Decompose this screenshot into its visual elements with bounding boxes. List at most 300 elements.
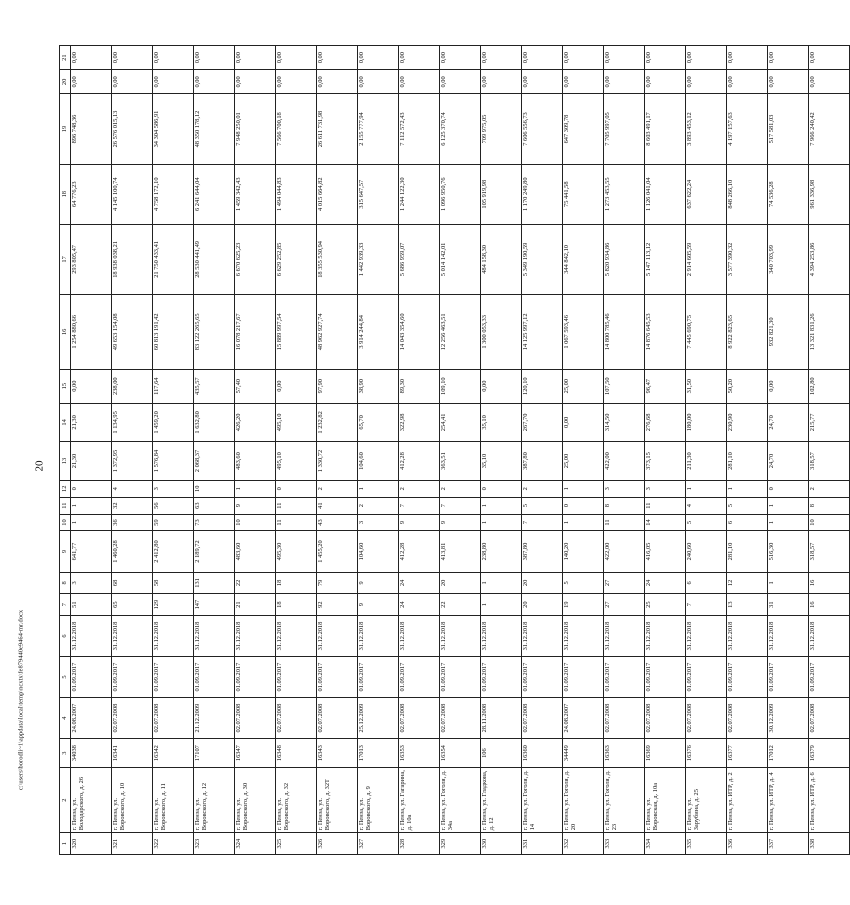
table-cell: 18: [276, 572, 317, 594]
table-cell: 73: [194, 514, 235, 531]
table-cell: 109,10: [440, 369, 481, 403]
table-cell: 34038: [71, 739, 112, 768]
table-cell: 1: [768, 497, 809, 514]
table-cell: 35,10: [481, 442, 522, 481]
footer-file-path: c:\users\borodli~1\appdata\local\temp\ncxtx\fe879440e9464-mr.docx: [17, 609, 25, 791]
table-cell: 5: [686, 514, 727, 531]
table-cell: 24.08.2007: [71, 698, 112, 739]
table-cell: 335: [686, 833, 727, 855]
table-body: [60, 46, 850, 855]
table-cell: 9: [358, 572, 399, 594]
table-cell: 435,57: [194, 369, 235, 403]
table-cell: 02.07.2008: [727, 698, 768, 739]
table-cell: 129: [153, 594, 194, 616]
table-cell: 0,00: [235, 46, 276, 70]
table-cell: 20: [522, 572, 563, 594]
table-cell: 31.12.2018: [276, 615, 317, 656]
table-cell: 24: [399, 594, 440, 616]
table-cell: 7 445 690,75: [686, 294, 727, 369]
table-cell: 105 919,98: [481, 164, 522, 224]
table-cell: 65,70: [358, 403, 399, 442]
table-cell: 11: [604, 514, 645, 531]
table-cell: 0,00: [481, 46, 522, 70]
table-cell: 1 372,95: [112, 442, 153, 481]
table-cell: 11: [276, 514, 317, 531]
table-cell: 0,00: [645, 70, 686, 94]
table-cell: 20: [522, 594, 563, 616]
table-cell: 647 309,78: [563, 94, 604, 164]
table-cell: 16353: [399, 739, 440, 768]
table-cell: 01.09.2017: [727, 657, 768, 698]
table-row: [645, 46, 686, 855]
table-cell: 2: [522, 480, 563, 497]
table-cell: 107,50: [604, 369, 645, 403]
table-cell: 0,00: [317, 70, 358, 94]
table-cell: 6: [686, 572, 727, 594]
table-cell: 60 813 191,42: [153, 294, 194, 369]
table-cell: 0,00: [112, 70, 153, 94]
table-cell: 641,77: [71, 531, 112, 572]
table-cell: 1 460,28: [112, 531, 153, 572]
table-cell: 31.12.2018: [604, 615, 645, 656]
table-cell: 25: [645, 594, 686, 616]
table-cell: 340 703,99: [768, 224, 809, 294]
table-cell: 43: [317, 514, 358, 531]
table-cell: 16369: [645, 739, 686, 768]
table-cell: 215,77: [809, 403, 850, 442]
table-cell: 7 948 250,01: [235, 94, 276, 164]
table-cell: 0,00: [727, 70, 768, 94]
table-cell: 31.12.2018: [440, 615, 481, 656]
table-row: [809, 46, 850, 855]
table-cell: 18 355 530,94: [317, 224, 358, 294]
table-cell: 495,10: [276, 403, 317, 442]
column-number-cell: 9: [60, 531, 71, 572]
table-cell: 31.12.2018: [235, 615, 276, 656]
table-cell: 5: [727, 497, 768, 514]
table-row: [563, 46, 604, 855]
table-cell: 16341: [112, 739, 153, 768]
table-cell: 31.12.2018: [481, 615, 522, 656]
table-cell: 328: [399, 833, 440, 855]
table-cell: 22: [440, 594, 481, 616]
column-number-cell: 2: [60, 768, 71, 833]
address-cell: г. Пенза, ул. Гладкова, д. 12: [481, 768, 522, 833]
table-cell: 13: [727, 594, 768, 616]
table-cell: 01.09.2017: [604, 657, 645, 698]
table-cell: 0,00: [112, 46, 153, 70]
table-cell: 27: [604, 594, 645, 616]
table-cell: 28.11.2008: [481, 698, 522, 739]
table-cell: 02.07.2008: [809, 698, 850, 739]
table-cell: 01.09.2017: [112, 657, 153, 698]
table-row: [399, 46, 440, 855]
table-cell: 4 197 157,63: [727, 94, 768, 164]
table-cell: 961 336,98: [809, 164, 850, 224]
table-cell: 329: [440, 833, 481, 855]
table-cell: 14 125 997,12: [522, 294, 563, 369]
table-row: [153, 46, 194, 855]
table-cell: 10: [235, 514, 276, 531]
table-cell: 16348: [276, 739, 317, 768]
table-cell: 330: [481, 833, 522, 855]
table-cell: 516,30: [768, 531, 809, 572]
table-cell: 106: [481, 739, 522, 768]
column-number-cell: 7: [60, 594, 71, 616]
table-cell: 8: [604, 497, 645, 514]
table-cell: 387,80: [522, 531, 563, 572]
table-cell: 0,00: [71, 46, 112, 70]
table-cell: 4 015 664,82: [317, 164, 358, 224]
table-cell: 02.07.2008: [276, 698, 317, 739]
table-row: [71, 46, 112, 855]
table-cell: 01.09.2017: [71, 657, 112, 698]
table-cell: 1 576,84: [153, 442, 194, 481]
table-cell: 267,70: [522, 403, 563, 442]
table-cell: 31.12.2018: [727, 615, 768, 656]
table-cell: 16376: [686, 739, 727, 768]
table-cell: 1 300 053,33: [481, 294, 522, 369]
table-cell: 31.12.2018: [358, 615, 399, 656]
table-cell: 22: [235, 572, 276, 594]
table-cell: 932 821,30: [768, 294, 809, 369]
address-cell: г. Пенза, ул. Воровского, д. 32: [276, 768, 317, 833]
table-cell: 31,50: [686, 369, 727, 403]
table-cell: 32: [112, 497, 153, 514]
table-cell: 59: [153, 514, 194, 531]
table-cell: 1 330,72: [317, 442, 358, 481]
table-cell: 01.09.2017: [686, 657, 727, 698]
table-cell: 24: [645, 572, 686, 594]
column-number-cell: 13: [60, 442, 71, 481]
table-cell: 2: [440, 480, 481, 497]
table-cell: 56: [153, 497, 194, 514]
table-cell: 01.09.2017: [276, 657, 317, 698]
table-cell: 412,28: [399, 442, 440, 481]
table-cell: 34449: [563, 739, 604, 768]
table-cell: 4 758 172,10: [153, 164, 194, 224]
table-row: [112, 46, 153, 855]
table-cell: 01.09.2017: [645, 657, 686, 698]
table-cell: 0,00: [399, 46, 440, 70]
table-row: [317, 46, 358, 855]
table-cell: 344 842,10: [563, 224, 604, 294]
table-cell: 01.09.2017: [481, 657, 522, 698]
table-cell: 321: [112, 833, 153, 855]
table-cell: 896 748,36: [71, 94, 112, 164]
table-cell: 30.12.2009: [768, 698, 809, 739]
table-cell: 31.12.2018: [768, 615, 809, 656]
table-cell: 0,00: [71, 70, 112, 94]
table-cell: 412,28: [399, 531, 440, 572]
column-number-cell: 16: [60, 294, 71, 369]
table-cell: 3: [645, 480, 686, 497]
table-cell: 334: [645, 833, 686, 855]
table-cell: 117,64: [153, 369, 194, 403]
table-cell: 0,00: [71, 369, 112, 403]
table-cell: 0,00: [686, 70, 727, 94]
table-cell: 104,60: [358, 442, 399, 481]
table-cell: 27: [604, 572, 645, 594]
table-cell: 0,00: [440, 46, 481, 70]
table-cell: 25,00: [563, 442, 604, 481]
table-cell: 324: [235, 833, 276, 855]
table-cell: 02.07.2008: [399, 698, 440, 739]
table-cell: 17013: [358, 739, 399, 768]
table-cell: 1: [235, 480, 276, 497]
table-cell: 17012: [768, 739, 809, 768]
table-cell: 484 158,30: [481, 224, 522, 294]
table-cell: 0,00: [522, 70, 563, 94]
address-cell: г. Пенза, ул. Воровского, д. 12: [194, 768, 235, 833]
table-cell: 02.07.2008: [686, 698, 727, 739]
table-cell: 323: [194, 833, 235, 855]
address-cell: г. Пенза, ул. Воровского, д. 10: [112, 768, 153, 833]
table-cell: 16363: [604, 739, 645, 768]
table-cell: 57,40: [235, 369, 276, 403]
column-number-cell: 15: [60, 369, 71, 403]
table-cell: 4 394 253,86: [809, 224, 850, 294]
table-cell: 9: [235, 497, 276, 514]
table-cell: 0: [563, 497, 604, 514]
table-cell: 2 068,37: [194, 442, 235, 481]
table-cell: 21 750 433,41: [153, 224, 194, 294]
table-cell: 34 304 586,91: [153, 94, 194, 164]
table-cell: 26 611 731,98: [317, 94, 358, 164]
table-cell: 387,80: [522, 442, 563, 481]
table-cell: 8: [809, 497, 850, 514]
table-cell: 51: [71, 594, 112, 616]
table-cell: 416,05: [645, 531, 686, 572]
address-cell: г. Пенза, ул. ИТР, д. 6: [809, 768, 850, 833]
table-cell: 24,70: [768, 403, 809, 442]
table-cell: 1 494 044,83: [276, 164, 317, 224]
table-cell: 18 938 038,21: [112, 224, 153, 294]
table-row: [768, 46, 809, 855]
table-cell: 2: [809, 480, 850, 497]
table-cell: 0,00: [194, 70, 235, 94]
table-cell: 31.12.2018: [112, 615, 153, 656]
address-cell: г. Пенза, ул. Воровская, д. 10а: [645, 768, 686, 833]
column-number-cell: 1: [60, 833, 71, 855]
table-cell: 0,00: [358, 46, 399, 70]
table-cell: 426,20: [235, 403, 276, 442]
table-cell: 83 122 265,65: [194, 294, 235, 369]
table-cell: 6 241 644,04: [194, 164, 235, 224]
table-cell: 0,00: [645, 46, 686, 70]
table-cell: 8 603 491,17: [645, 94, 686, 164]
column-number-cell: 18: [60, 164, 71, 224]
table-cell: 495,30: [276, 531, 317, 572]
table-cell: 281,10: [727, 442, 768, 481]
table-cell: 10: [194, 480, 235, 497]
table-row: [727, 46, 768, 855]
table-cell: 6 670 625,23: [235, 224, 276, 294]
table-cell: 17107: [194, 739, 235, 768]
table-cell: 02.07.2008: [317, 698, 358, 739]
table-cell: 336: [727, 833, 768, 855]
table-cell: 333: [604, 833, 645, 855]
table-cell: 0,00: [235, 70, 276, 94]
table-cell: 140,20: [563, 531, 604, 572]
table-cell: 31.12.2018: [399, 615, 440, 656]
table-cell: 16: [809, 572, 850, 594]
table-cell: 21: [235, 594, 276, 616]
table-cell: 0: [768, 480, 809, 497]
table-cell: 1 632,80: [194, 403, 235, 442]
table-cell: 5 686 959,07: [399, 224, 440, 294]
table-cell: 7 966 240,42: [809, 94, 850, 164]
table-cell: 325: [276, 833, 317, 855]
table-cell: 48 350 178,12: [194, 94, 235, 164]
table-cell: 65: [112, 594, 153, 616]
table-cell: 9: [399, 514, 440, 531]
column-number-row: [60, 46, 71, 855]
table-cell: 1: [768, 514, 809, 531]
table-cell: 240,60: [686, 531, 727, 572]
table-cell: 74 536,28: [768, 164, 809, 224]
table-cell: 01.09.2017: [317, 657, 358, 698]
table-cell: 24,70: [768, 442, 809, 481]
table-cell: 6 125 370,74: [440, 94, 481, 164]
table-cell: 3: [604, 480, 645, 497]
table-cell: 36: [112, 514, 153, 531]
column-number-cell: 11: [60, 497, 71, 514]
address-cell: г. Пенза, ул. Гагарина, д. 10а: [399, 768, 440, 833]
table-cell: 16343: [317, 739, 358, 768]
table-cell: 0: [71, 480, 112, 497]
table-cell: 276,68: [645, 403, 686, 442]
table-cell: 0,00: [563, 46, 604, 70]
data-table: [59, 45, 850, 855]
table-cell: 6 629 252,85: [276, 224, 317, 294]
table-cell: 1 273 453,55: [604, 164, 645, 224]
page-number: 20: [33, 460, 46, 472]
table-cell: 413,81: [440, 531, 481, 572]
table-cell: 31.12.2018: [645, 615, 686, 656]
column-number-cell: 3: [60, 739, 71, 768]
table-cell: 0,00: [153, 46, 194, 70]
table-cell: 0,00: [481, 70, 522, 94]
table-cell: 92: [317, 594, 358, 616]
table-cell: 01.09.2017: [399, 657, 440, 698]
table-cell: 1 459 342,43: [235, 164, 276, 224]
table-cell: 238,00: [112, 369, 153, 403]
table-cell: 104,60: [358, 531, 399, 572]
table-cell: 1 126 041,04: [645, 164, 686, 224]
table-cell: 25,00: [563, 369, 604, 403]
table-cell: 25.12.2009: [358, 698, 399, 739]
table-cell: 1: [481, 594, 522, 616]
table-cell: 31.12.2018: [686, 615, 727, 656]
table-cell: 315 647,57: [358, 164, 399, 224]
address-cell: г. Пенза, ул. Воровского, д. 9: [358, 768, 399, 833]
table-cell: 10: [809, 514, 850, 531]
column-number-cell: 19: [60, 94, 71, 164]
table-cell: 11: [276, 497, 317, 514]
address-cell: г. Пенза, ул. Володарского, д. 26: [71, 768, 112, 833]
table-cell: 35,10: [481, 403, 522, 442]
address-cell: г. Пенза, ул. Воровского, д. 32Т: [317, 768, 358, 833]
table-cell: 1 244 122,30: [399, 164, 440, 224]
table-cell: 0,00: [399, 70, 440, 94]
table-cell: 12: [727, 572, 768, 594]
table-cell: 4: [686, 497, 727, 514]
table-cell: 20: [440, 572, 481, 594]
table-cell: 15 889 997,54: [276, 294, 317, 369]
table-cell: 1: [481, 572, 522, 594]
table-cell: 31.12.2018: [563, 615, 604, 656]
table-cell: 1: [71, 514, 112, 531]
table-cell: 63: [194, 497, 235, 514]
table-cell: 26 576 015,13: [112, 94, 153, 164]
table-cell: 1 459,20: [153, 403, 194, 442]
table-cell: 21.12.2009: [194, 698, 235, 739]
table-cell: 89,30: [399, 369, 440, 403]
table-cell: 01.09.2017: [358, 657, 399, 698]
table-cell: 0,00: [604, 46, 645, 70]
table-cell: 2: [317, 480, 358, 497]
table-cell: 3: [71, 572, 112, 594]
table-cell: 0,00: [768, 70, 809, 94]
table-cell: 363,51: [440, 442, 481, 481]
table-cell: 01.09.2017: [153, 657, 194, 698]
table-cell: 16377: [727, 739, 768, 768]
table-cell: 01.09.2017: [809, 657, 850, 698]
table-cell: 4: [112, 480, 153, 497]
table-cell: 3 577 390,32: [727, 224, 768, 294]
table-cell: 1: [768, 572, 809, 594]
table-cell: 02.07.2008: [522, 698, 563, 739]
table-cell: 01.09.2017: [235, 657, 276, 698]
table-cell: 2 412,80: [153, 531, 194, 572]
table-cell: 322: [153, 833, 194, 855]
table-cell: 0,00: [563, 70, 604, 94]
table-cell: 211,30: [686, 442, 727, 481]
table-cell: 7: [440, 497, 481, 514]
table-cell: 5 820 934,86: [604, 224, 645, 294]
table-cell: 322,98: [399, 403, 440, 442]
address-cell: г. Пенза, ул. Зарубина, д. 25: [686, 768, 727, 833]
table-cell: 131: [194, 572, 235, 594]
table-cell: 2: [358, 497, 399, 514]
table-cell: 58: [153, 572, 194, 594]
table-cell: 517 581,03: [768, 94, 809, 164]
address-cell: г. Пенза, ул. Воровского, д. 11: [153, 768, 194, 833]
table-cell: 318,57: [809, 442, 850, 481]
column-number-cell: 8: [60, 572, 71, 594]
table-cell: 9: [358, 594, 399, 616]
table-cell: 1: [358, 480, 399, 497]
table-cell: 0,00: [686, 46, 727, 70]
table-cell: 0,00: [276, 46, 317, 70]
table-cell: 327: [358, 833, 399, 855]
table-cell: 01.09.2017: [440, 657, 481, 698]
table-cell: 7: [686, 594, 727, 616]
table-row: [276, 46, 317, 855]
table-cell: 31.12.2018: [317, 615, 358, 656]
table-cell: 28 530 441,49: [194, 224, 235, 294]
address-cell: г. Пенза, ул. ИТР, д. 2: [727, 768, 768, 833]
table-cell: 1 232,82: [317, 403, 358, 442]
table-cell: 4 145 100,74: [112, 164, 153, 224]
table-cell: 48 962 927,74: [317, 294, 358, 369]
table-cell: 0: [276, 480, 317, 497]
table-cell: 331: [522, 833, 563, 855]
table-cell: 495,10: [276, 442, 317, 481]
table-cell: 1: [563, 480, 604, 497]
table-cell: 0,00: [276, 369, 317, 403]
